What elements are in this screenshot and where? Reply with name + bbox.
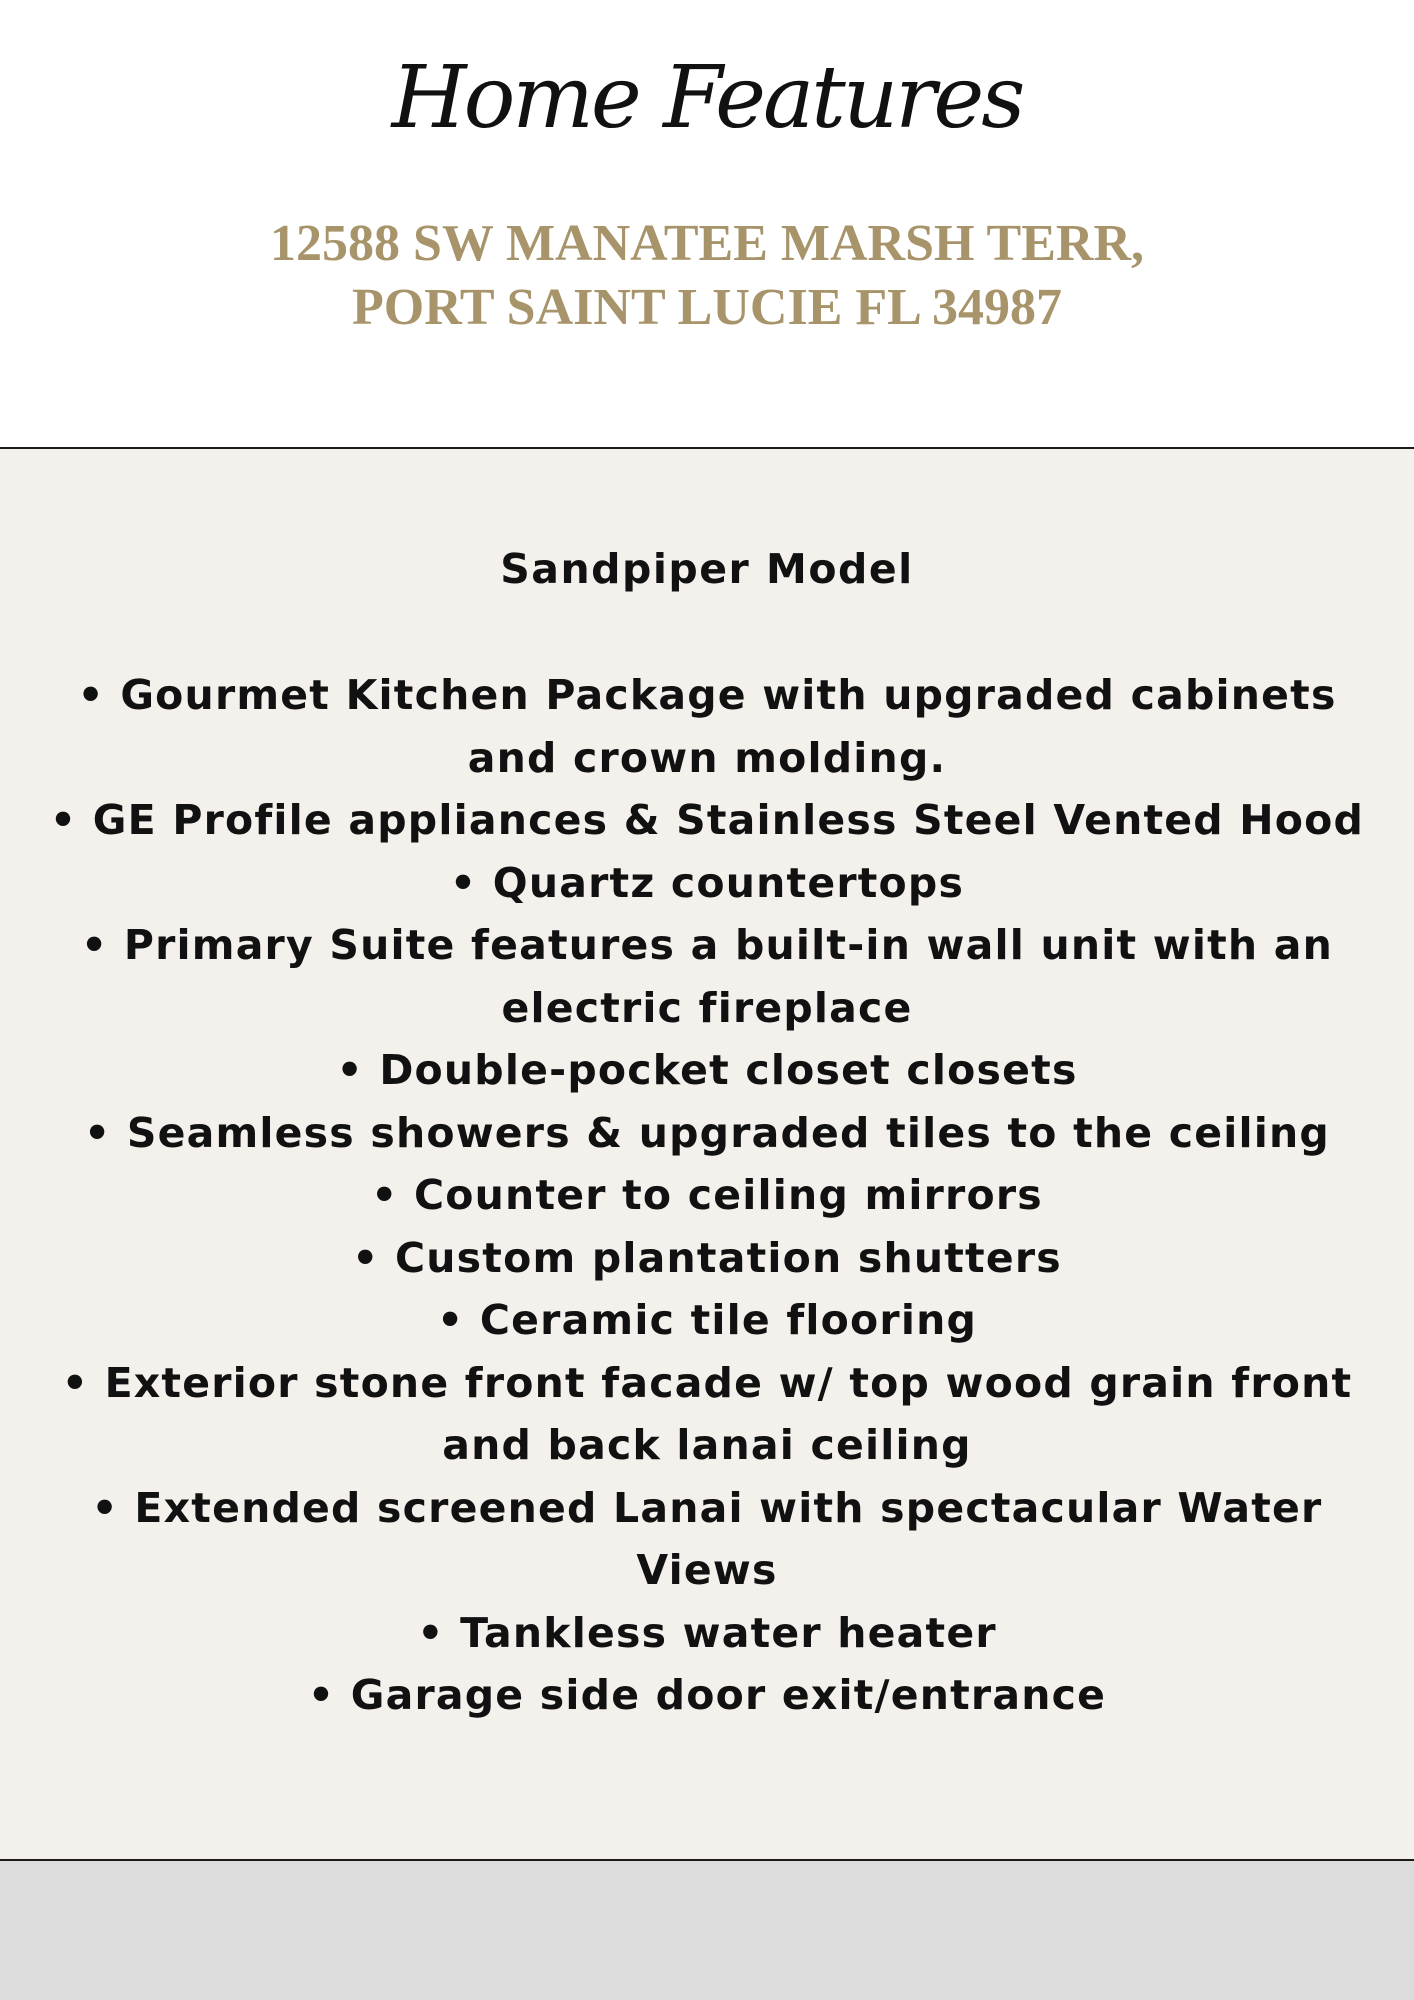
- address-line-2: PORT SAINT LUCIE FL 34987: [352, 279, 1062, 336]
- feature-list: [30, 664, 1384, 1727]
- page-footer: [0, 1861, 1414, 2000]
- feature-item: • Custom plantation shutters: [352, 1233, 1062, 1282]
- page-title: Home Features: [391, 48, 1023, 148]
- feature-item: • Extended screened Lanai with spectacular Water Views: [91, 1483, 1323, 1594]
- feature-item: • Tankless water heater: [417, 1608, 997, 1657]
- feature-item: • Quartz countertops: [449, 858, 965, 907]
- feature-item: • Seamless showers & upgraded tiles to the ceiling: [84, 1108, 1330, 1157]
- property-address: [0, 212, 1414, 340]
- address-line-1: 12588 SW MANATEE MARSH TERR,: [270, 215, 1144, 272]
- feature-item: • Primary Suite features a built-in wall unit with an electric fireplace: [80, 921, 1334, 1032]
- feature-item: • Gourmet Kitchen Package with upgraded cabinets and crown molding.: [77, 671, 1337, 782]
- feature-item: • Counter to ceiling mirrors: [371, 1171, 1043, 1219]
- feature-item: • Double-pocket closet closets: [336, 1046, 1078, 1094]
- feature-item: • Ceramic tile flooring: [436, 1296, 978, 1344]
- model-name: Sandpiper Model: [500, 545, 914, 593]
- feature-item: • Exterior stone front facade w/ top wood grain front and back lanai ceiling: [61, 1358, 1353, 1469]
- feature-item: • Garage side door exit/entrance: [307, 1671, 1107, 1719]
- feature-item: • GE Profile appliances & Stainless Steel Vented Hood: [49, 796, 1365, 844]
